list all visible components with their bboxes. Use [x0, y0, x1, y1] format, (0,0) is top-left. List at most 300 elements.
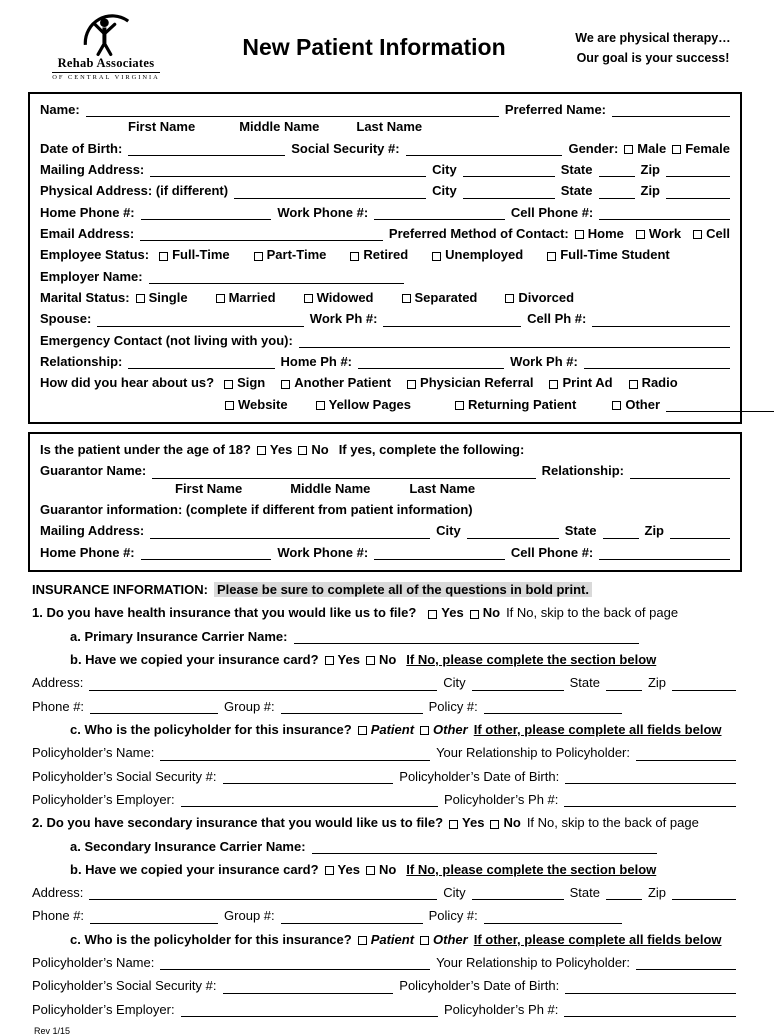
status-unemployed-option[interactable]: [432, 247, 523, 262]
female-label: Female: [685, 140, 731, 156]
secondary-copied-row: [70, 862, 736, 877]
phones-row: [40, 205, 730, 220]
secondary-holder-rel-input[interactable]: [636, 955, 736, 970]
secondary-holder-name-label: Policyholder’s Name:: [32, 955, 155, 971]
secondary-copied-note: If No, please complete the section below: [406, 861, 657, 877]
guarantor-first-name-sublabel: First Name: [175, 480, 243, 496]
checkbox-secondary-copied-yes[interactable]: [325, 866, 334, 875]
contact-home-option[interactable]: [575, 226, 624, 241]
gender-label: Gender:: [568, 140, 619, 156]
checkbox-marital-separated[interactable]: [402, 294, 411, 303]
hear-sign-label: Sign: [237, 375, 266, 391]
guarantor-home-phone-input[interactable]: [141, 545, 272, 560]
checkbox-marital-married[interactable]: [216, 294, 225, 303]
primary-copied-no-option[interactable]: [366, 652, 396, 667]
physical-address-input[interactable]: [234, 184, 426, 199]
primary-holder-ph-label: Policyholder’s Ph #:: [443, 791, 559, 807]
secondary-state-label: State: [569, 885, 600, 901]
work-phone-label: Work Phone #:: [277, 204, 369, 220]
secondary-holder-name-input[interactable]: [160, 955, 430, 970]
checkbox-secondary-holder-other[interactable]: [420, 936, 429, 945]
secondary-holder-note: If other, please complete all fields below: [473, 931, 722, 947]
primary-copied-note: If No, please complete the section below: [406, 651, 657, 667]
primary-city-label: City: [443, 675, 466, 691]
status-part-time-option[interactable]: [254, 247, 327, 262]
primary-state-input[interactable]: [606, 676, 642, 691]
dob-ssn-gender-row: [40, 141, 730, 156]
primary-holder-rel-input[interactable]: [636, 746, 736, 761]
primary-holder-ph-input[interactable]: [564, 792, 736, 807]
marital-single-option[interactable]: [136, 290, 188, 305]
secondary-city-label: City: [443, 885, 466, 901]
mailing-zip-label: Zip: [640, 161, 660, 177]
physical-address-label: Physical Address: (if different): [40, 183, 229, 199]
checkbox-marital-widowed[interactable]: [304, 294, 313, 303]
primary-file-no-option[interactable]: [470, 605, 500, 620]
secondary-city-input[interactable]: [472, 885, 564, 900]
guarantor-cell-phone-input[interactable]: [599, 545, 730, 560]
primary-state-label: State: [569, 675, 600, 691]
primary-holder-ssn-label: Policyholder’s Social Security #:: [32, 768, 217, 784]
primary-holder-ssn-input[interactable]: [223, 769, 394, 784]
checkbox-status-part-time[interactable]: [254, 252, 263, 261]
secondary-group-label: Group #:: [224, 908, 275, 924]
status-full-time-label: Full-Time: [172, 247, 230, 263]
guarantor-work-phone-label: Work Phone #:: [277, 544, 369, 560]
checkbox-primary-holder-patient[interactable]: [358, 726, 367, 735]
checkbox-secondary-file-yes[interactable]: [449, 820, 458, 829]
mailing-city-input[interactable]: [463, 162, 555, 177]
primary-copied-no-label: No: [378, 651, 397, 667]
secondary-address-input[interactable]: [89, 885, 437, 900]
secondary-copied-yes-label: Yes: [337, 861, 360, 877]
checkbox-contact-work[interactable]: [636, 230, 645, 239]
physical-city-label: City: [432, 183, 457, 199]
guarantor-state-input[interactable]: [603, 524, 639, 539]
checkbox-secondary-holder-patient[interactable]: [358, 936, 367, 945]
insurance-bold-note: Please be sure to complete all of the questions in bold print.: [214, 582, 592, 597]
status-full-time-student-label: Full-Time Student: [560, 247, 670, 263]
primary-file-yes-option[interactable]: [428, 605, 463, 620]
secondary-holder-ph-label: Policyholder’s Ph #:: [443, 1001, 559, 1017]
contact-work-option[interactable]: [636, 226, 681, 241]
emergency-home-ph-label: Home Ph #:: [280, 353, 353, 369]
contact-work-label: Work: [648, 225, 682, 241]
employer-row: [40, 269, 730, 284]
spouse-label: Spouse:: [40, 311, 92, 327]
secondary-holder-other-option[interactable]: [420, 932, 468, 947]
mailing-state-label: State: [560, 161, 593, 177]
status-retired-label: Retired: [363, 247, 409, 263]
physical-city-input[interactable]: [463, 184, 555, 199]
mailing-zip-input[interactable]: [666, 162, 730, 177]
guarantor-home-phone-label: Home Phone #:: [40, 544, 135, 560]
hear-sign-option[interactable]: [224, 375, 265, 390]
guarantor-mailing-label: Mailing Address:: [40, 523, 145, 539]
email-input[interactable]: [140, 226, 383, 241]
preferred-name-input[interactable]: [612, 102, 730, 117]
email-contact-row: [40, 226, 730, 241]
physical-state-input[interactable]: [599, 184, 635, 199]
spouse-row: [40, 311, 730, 326]
checkbox-marital-divorced[interactable]: [505, 294, 514, 303]
hear-website-option[interactable]: [225, 397, 288, 412]
preferred-name-label: Preferred Name:: [504, 102, 606, 117]
guarantor-info-row: [40, 502, 730, 517]
ssn-label: Social Security #:: [291, 140, 400, 156]
contact-home-label: Home: [587, 225, 624, 241]
primary-phone-input[interactable]: [90, 699, 218, 714]
hear-about-us-row1: [40, 375, 730, 390]
primary-holder-name-label: Policyholder’s Name:: [32, 745, 155, 761]
emergency-work-ph-label: Work Ph #:: [510, 353, 578, 369]
primary-skip-note: If No, skip to the back of page: [506, 605, 679, 621]
marital-separated-option[interactable]: [402, 290, 478, 305]
spouse-input[interactable]: [97, 312, 303, 327]
secondary-holder-rel-label: Your Relationship to Policyholder:: [436, 955, 630, 971]
minor-no-option[interactable]: [298, 442, 328, 457]
marital-married-option[interactable]: [216, 290, 276, 305]
mailing-address-row: [40, 162, 730, 177]
guarantor-zip-input[interactable]: [670, 524, 730, 539]
secondary-policy-label: Policy #:: [428, 908, 478, 924]
secondary-file-no-label: No: [503, 815, 521, 831]
employer-label: Employer Name:: [40, 268, 143, 284]
secondary-holder-ssn-input[interactable]: [223, 979, 394, 994]
primary-group-label: Group #:: [224, 698, 275, 714]
physical-address-row: [40, 183, 730, 198]
employer-input[interactable]: [149, 269, 404, 284]
marital-divorced-option[interactable]: [505, 290, 574, 305]
guarantor-state-label: State: [564, 523, 597, 539]
spouse-cell-ph-label: Cell Ph #:: [527, 311, 587, 327]
mailing-address-label: Mailing Address:: [40, 161, 145, 177]
primary-holder-label: c. Who is the policyholder for this insurance?: [70, 721, 352, 737]
secondary-holder-employer-input[interactable]: [181, 1002, 438, 1017]
name-input[interactable]: [86, 102, 499, 117]
checkbox-contact-home[interactable]: [575, 230, 584, 239]
primary-holder-employer-input[interactable]: [181, 792, 438, 807]
guarantor-mailing-input[interactable]: [150, 524, 430, 539]
hear-another-patient-option[interactable]: [281, 375, 391, 390]
checkbox-hear-returning-patient[interactable]: [455, 401, 464, 410]
checkbox-primary-file-no[interactable]: [470, 610, 479, 619]
secondary-copied-yes-option[interactable]: [325, 862, 360, 877]
relationship-row: [40, 354, 730, 369]
hear-another-patient-label: Another Patient: [294, 375, 392, 391]
insurance-heading: INSURANCE INFORMATION:: [32, 581, 208, 597]
rehab-associates-logo: [22, 10, 190, 81]
gender-male-option[interactable]: [624, 141, 666, 156]
primary-copied-yes-option[interactable]: [325, 652, 360, 667]
marital-widowed-option[interactable]: [304, 290, 374, 305]
logo-name: Rehab Associates: [57, 56, 155, 70]
emergency-contact-row: [40, 333, 730, 348]
spouse-work-ph-input[interactable]: [383, 312, 521, 327]
name-sublabels-row: [40, 119, 730, 134]
physical-zip-input[interactable]: [666, 184, 730, 199]
checkbox-primary-file-yes[interactable]: [428, 610, 437, 619]
secondary-holder-dob-input[interactable]: [565, 979, 736, 994]
primary-holder-other-option[interactable]: [420, 722, 468, 737]
primary-holder-note: If other, please complete all fields below: [473, 721, 722, 737]
primary-phone-label: Phone #:: [32, 698, 85, 714]
primary-copied-row: [70, 652, 736, 667]
checkbox-primary-holder-other[interactable]: [420, 726, 429, 735]
tagline: [558, 10, 748, 68]
logo-subtitle: OF CENTRAL VIRGINIA: [52, 73, 160, 81]
guarantor-relationship-label: Relationship:: [541, 463, 624, 479]
mailing-address-input[interactable]: [150, 162, 426, 177]
checkbox-minor-no[interactable]: [298, 446, 307, 455]
guarantor-mailing-row: [40, 523, 730, 538]
primary-carrier-row: [70, 629, 736, 644]
home-phone-input[interactable]: [141, 205, 272, 220]
marital-divorced-label: Divorced: [518, 289, 575, 305]
email-label: Email Address:: [40, 225, 135, 241]
checkbox-primary-copied-no[interactable]: [366, 656, 375, 665]
dob-label: Date of Birth:: [40, 140, 123, 156]
primary-address-row: [32, 675, 736, 690]
hear-question-label: How did you hear about us?: [40, 375, 215, 391]
status-full-time-option[interactable]: [159, 247, 230, 262]
employee-status-label: Employee Status:: [40, 247, 150, 263]
status-full-time-student-option[interactable]: [547, 247, 670, 262]
relationship-label: Relationship:: [40, 353, 123, 369]
secondary-file-yes-label: Yes: [462, 815, 485, 831]
secondary-holder-name-row: [32, 955, 736, 970]
secondary-group-input[interactable]: [281, 909, 423, 924]
mailing-city-label: City: [432, 161, 457, 177]
secondary-copied-no-option[interactable]: [366, 862, 396, 877]
first-name-sublabel: First Name: [128, 119, 196, 135]
secondary-phone-input[interactable]: [90, 909, 218, 924]
hear-other-option[interactable]: [612, 397, 660, 412]
hear-print-ad-option[interactable]: [549, 375, 612, 390]
primary-holder-other-label: Other: [433, 721, 468, 737]
primary-holder-employer-row: [32, 792, 736, 807]
guarantor-last-name-sublabel: Last Name: [409, 480, 476, 496]
checkbox-secondary-copied-no[interactable]: [366, 866, 375, 875]
primary-holder-dob-label: Policyholder’s Date of Birth:: [399, 768, 560, 784]
checkbox-hear-website[interactable]: [225, 401, 234, 410]
primary-policyholder-question-row: [70, 722, 736, 737]
checkbox-hear-physician-referral[interactable]: [407, 380, 416, 389]
secondary-zip-input[interactable]: [672, 885, 736, 900]
checkbox-minor-yes[interactable]: [257, 446, 266, 455]
hear-website-label: Website: [238, 396, 288, 412]
checkbox-hear-print-ad[interactable]: [549, 380, 558, 389]
primary-file-yes-label: Yes: [441, 605, 464, 621]
emergency-home-ph-input[interactable]: [358, 354, 504, 369]
emergency-contact-label: Emergency Contact (not living with you):: [40, 332, 293, 348]
physical-state-label: State: [560, 183, 593, 199]
gender-female-option[interactable]: [672, 141, 730, 156]
primary-policy-input[interactable]: [484, 699, 622, 714]
page-title: New Patient Information: [242, 34, 506, 60]
checkbox-marital-single[interactable]: [136, 294, 145, 303]
name-label: Name:: [40, 102, 80, 117]
primary-city-input[interactable]: [472, 676, 564, 691]
hear-physician-referral-option[interactable]: [407, 375, 533, 390]
primary-holder-rel-label: Your Relationship to Policyholder:: [436, 745, 630, 761]
minor-yes-option[interactable]: [257, 442, 292, 457]
guarantor-work-phone-input[interactable]: [374, 545, 505, 560]
mailing-state-input[interactable]: [599, 162, 635, 177]
status-unemployed-label: Unemployed: [445, 247, 524, 263]
physical-zip-label: Zip: [640, 183, 660, 199]
insurance-heading-row: [32, 582, 736, 597]
name-row: [40, 102, 730, 117]
marital-married-label: Married: [228, 289, 276, 305]
primary-copied-label: b. Have we copied your insurance card?: [70, 651, 319, 667]
guarantor-sublabels-row: [40, 481, 730, 496]
male-label: Male: [637, 140, 667, 156]
title-wrap: [190, 10, 558, 61]
hear-about-us-row2: [40, 397, 730, 412]
checkbox-status-retired[interactable]: [350, 252, 359, 261]
secondary-holder-ph-input[interactable]: [564, 1002, 736, 1017]
guarantor-city-label: City: [436, 523, 461, 539]
checkbox-contact-cell[interactable]: [693, 230, 702, 239]
status-part-time-label: Part-Time: [266, 247, 327, 263]
home-phone-label: Home Phone #:: [40, 204, 135, 220]
secondary-holder-patient-option[interactable]: [358, 932, 414, 947]
hear-returning-patient-option[interactable]: [455, 397, 576, 412]
relationship-input[interactable]: [128, 354, 274, 369]
primary-file-no-label: No: [482, 605, 501, 621]
minor-question-row: [40, 442, 730, 457]
revision-note: Rev 1/15: [34, 1026, 71, 1036]
middle-name-sublabel: Middle Name: [239, 119, 320, 135]
checkbox-hear-another-patient[interactable]: [281, 380, 290, 389]
tagline-line2: Our goal is your success!: [576, 51, 730, 65]
ssn-input[interactable]: [406, 141, 563, 156]
contact-cell-option[interactable]: [693, 226, 730, 241]
checkbox-status-unemployed[interactable]: [432, 252, 441, 261]
secondary-phone-row: [32, 908, 736, 923]
marital-status-row: [40, 290, 730, 305]
secondary-file-yes-option[interactable]: [449, 815, 484, 830]
marital-widowed-label: Widowed: [316, 289, 374, 305]
hear-yellow-pages-option[interactable]: [316, 397, 411, 412]
primary-carrier-label: a. Primary Insurance Carrier Name:: [70, 628, 288, 644]
hear-radio-label: Radio: [641, 375, 678, 391]
checkbox-primary-copied-yes[interactable]: [325, 656, 334, 665]
secondary-state-input[interactable]: [606, 885, 642, 900]
work-phone-input[interactable]: [374, 205, 505, 220]
checkbox-hear-other[interactable]: [612, 401, 621, 410]
secondary-zip-label: Zip: [647, 885, 666, 901]
employee-status-row: [40, 247, 730, 262]
tagline-line1: We are physical therapy…: [575, 31, 731, 45]
primary-holder-patient-option[interactable]: [358, 722, 414, 737]
primary-holder-name-input[interactable]: [160, 746, 430, 761]
secondary-holder-dob-label: Policyholder’s Date of Birth:: [399, 978, 560, 994]
guarantor-name-input[interactable]: [152, 464, 535, 479]
guarantor-relationship-input[interactable]: [630, 464, 730, 479]
contact-cell-label: Cell: [706, 225, 730, 241]
hear-physician-referral-label: Physician Referral: [420, 375, 534, 391]
checkbox-status-full-time[interactable]: [159, 252, 168, 261]
checkbox-female[interactable]: [672, 145, 681, 154]
minor-yes-label: Yes: [269, 441, 293, 457]
hear-returning-patient-label: Returning Patient: [467, 396, 577, 412]
status-retired-option[interactable]: [350, 247, 408, 262]
cell-phone-label: Cell Phone #:: [510, 204, 594, 220]
secondary-holder-ssn-label: Policyholder’s Social Security #:: [32, 978, 217, 994]
primary-question-label: 1. Do you have health insurance that you would like us to file?: [32, 605, 417, 621]
checkbox-secondary-file-no[interactable]: [490, 820, 499, 829]
minor-if-yes-label: If yes, complete the following:: [338, 441, 525, 457]
hear-print-ad-label: Print Ad: [562, 375, 613, 391]
secondary-address-label: Address:: [32, 885, 84, 901]
secondary-holder-ssn-row: [32, 978, 736, 993]
secondary-copied-no-label: No: [378, 861, 397, 877]
secondary-holder-label: c. Who is the policyholder for this insurance?: [70, 931, 352, 947]
primary-zip-label: Zip: [647, 675, 666, 691]
cell-phone-input[interactable]: [599, 205, 730, 220]
emergency-work-ph-input[interactable]: [584, 354, 730, 369]
secondary-insurance-question-row: [32, 815, 736, 830]
guarantor-city-input[interactable]: [467, 524, 559, 539]
guarantor-middle-name-sublabel: Middle Name: [290, 480, 371, 496]
secondary-holder-employer-label: Policyholder’s Employer:: [32, 1001, 175, 1017]
guarantor-name-row: [40, 463, 730, 478]
primary-address-input[interactable]: [89, 676, 437, 691]
hear-radio-option[interactable]: [629, 375, 678, 390]
hear-other-input[interactable]: [666, 397, 774, 412]
primary-holder-name-row: [32, 745, 736, 760]
primary-policy-label: Policy #:: [428, 698, 478, 714]
spouse-work-ph-label: Work Ph #:: [309, 311, 378, 327]
checkbox-hear-radio[interactable]: [629, 380, 638, 389]
checkbox-male[interactable]: [624, 145, 633, 154]
secondary-policy-input[interactable]: [484, 909, 622, 924]
insurance-section: [32, 582, 736, 1036]
secondary-address-row: [32, 885, 736, 900]
contact-method-label: Preferred Method of Contact:: [388, 225, 569, 241]
primary-zip-input[interactable]: [672, 676, 736, 691]
form-header: [0, 10, 770, 84]
marital-separated-label: Separated: [414, 289, 478, 305]
secondary-file-no-option[interactable]: [490, 815, 520, 830]
primary-holder-dob-input[interactable]: [565, 769, 736, 784]
primary-address-label: Address:: [32, 675, 84, 691]
primary-carrier-input[interactable]: [294, 629, 639, 644]
emergency-contact-input[interactable]: [299, 333, 730, 348]
checkbox-hear-sign[interactable]: [224, 380, 233, 389]
secondary-carrier-input[interactable]: [312, 839, 657, 854]
guarantor-name-label: Guarantor Name:: [40, 463, 147, 479]
primary-phone-row: [32, 699, 736, 714]
secondary-copied-label: b. Have we copied your insurance card?: [70, 861, 319, 877]
secondary-holder-employer-row: [32, 1002, 736, 1017]
spouse-cell-ph-input[interactable]: [592, 312, 730, 327]
checkbox-status-full-time-student[interactable]: [547, 252, 556, 261]
minor-guarantor-box: [28, 432, 742, 572]
secondary-question-label: 2. Do you have secondary insurance that you would like us to file?: [32, 815, 444, 831]
hear-other-label: Other: [625, 396, 660, 412]
primary-group-input[interactable]: [281, 699, 423, 714]
hear-yellow-pages-label: Yellow Pages: [328, 396, 411, 412]
primary-copied-yes-label: Yes: [337, 651, 360, 667]
marital-status-label: Marital Status:: [40, 289, 130, 305]
dob-input[interactable]: [128, 141, 285, 156]
secondary-phone-label: Phone #:: [32, 908, 85, 924]
secondary-skip-note: If No, skip to the back of page: [526, 815, 699, 831]
checkbox-hear-yellow-pages[interactable]: [316, 401, 325, 410]
